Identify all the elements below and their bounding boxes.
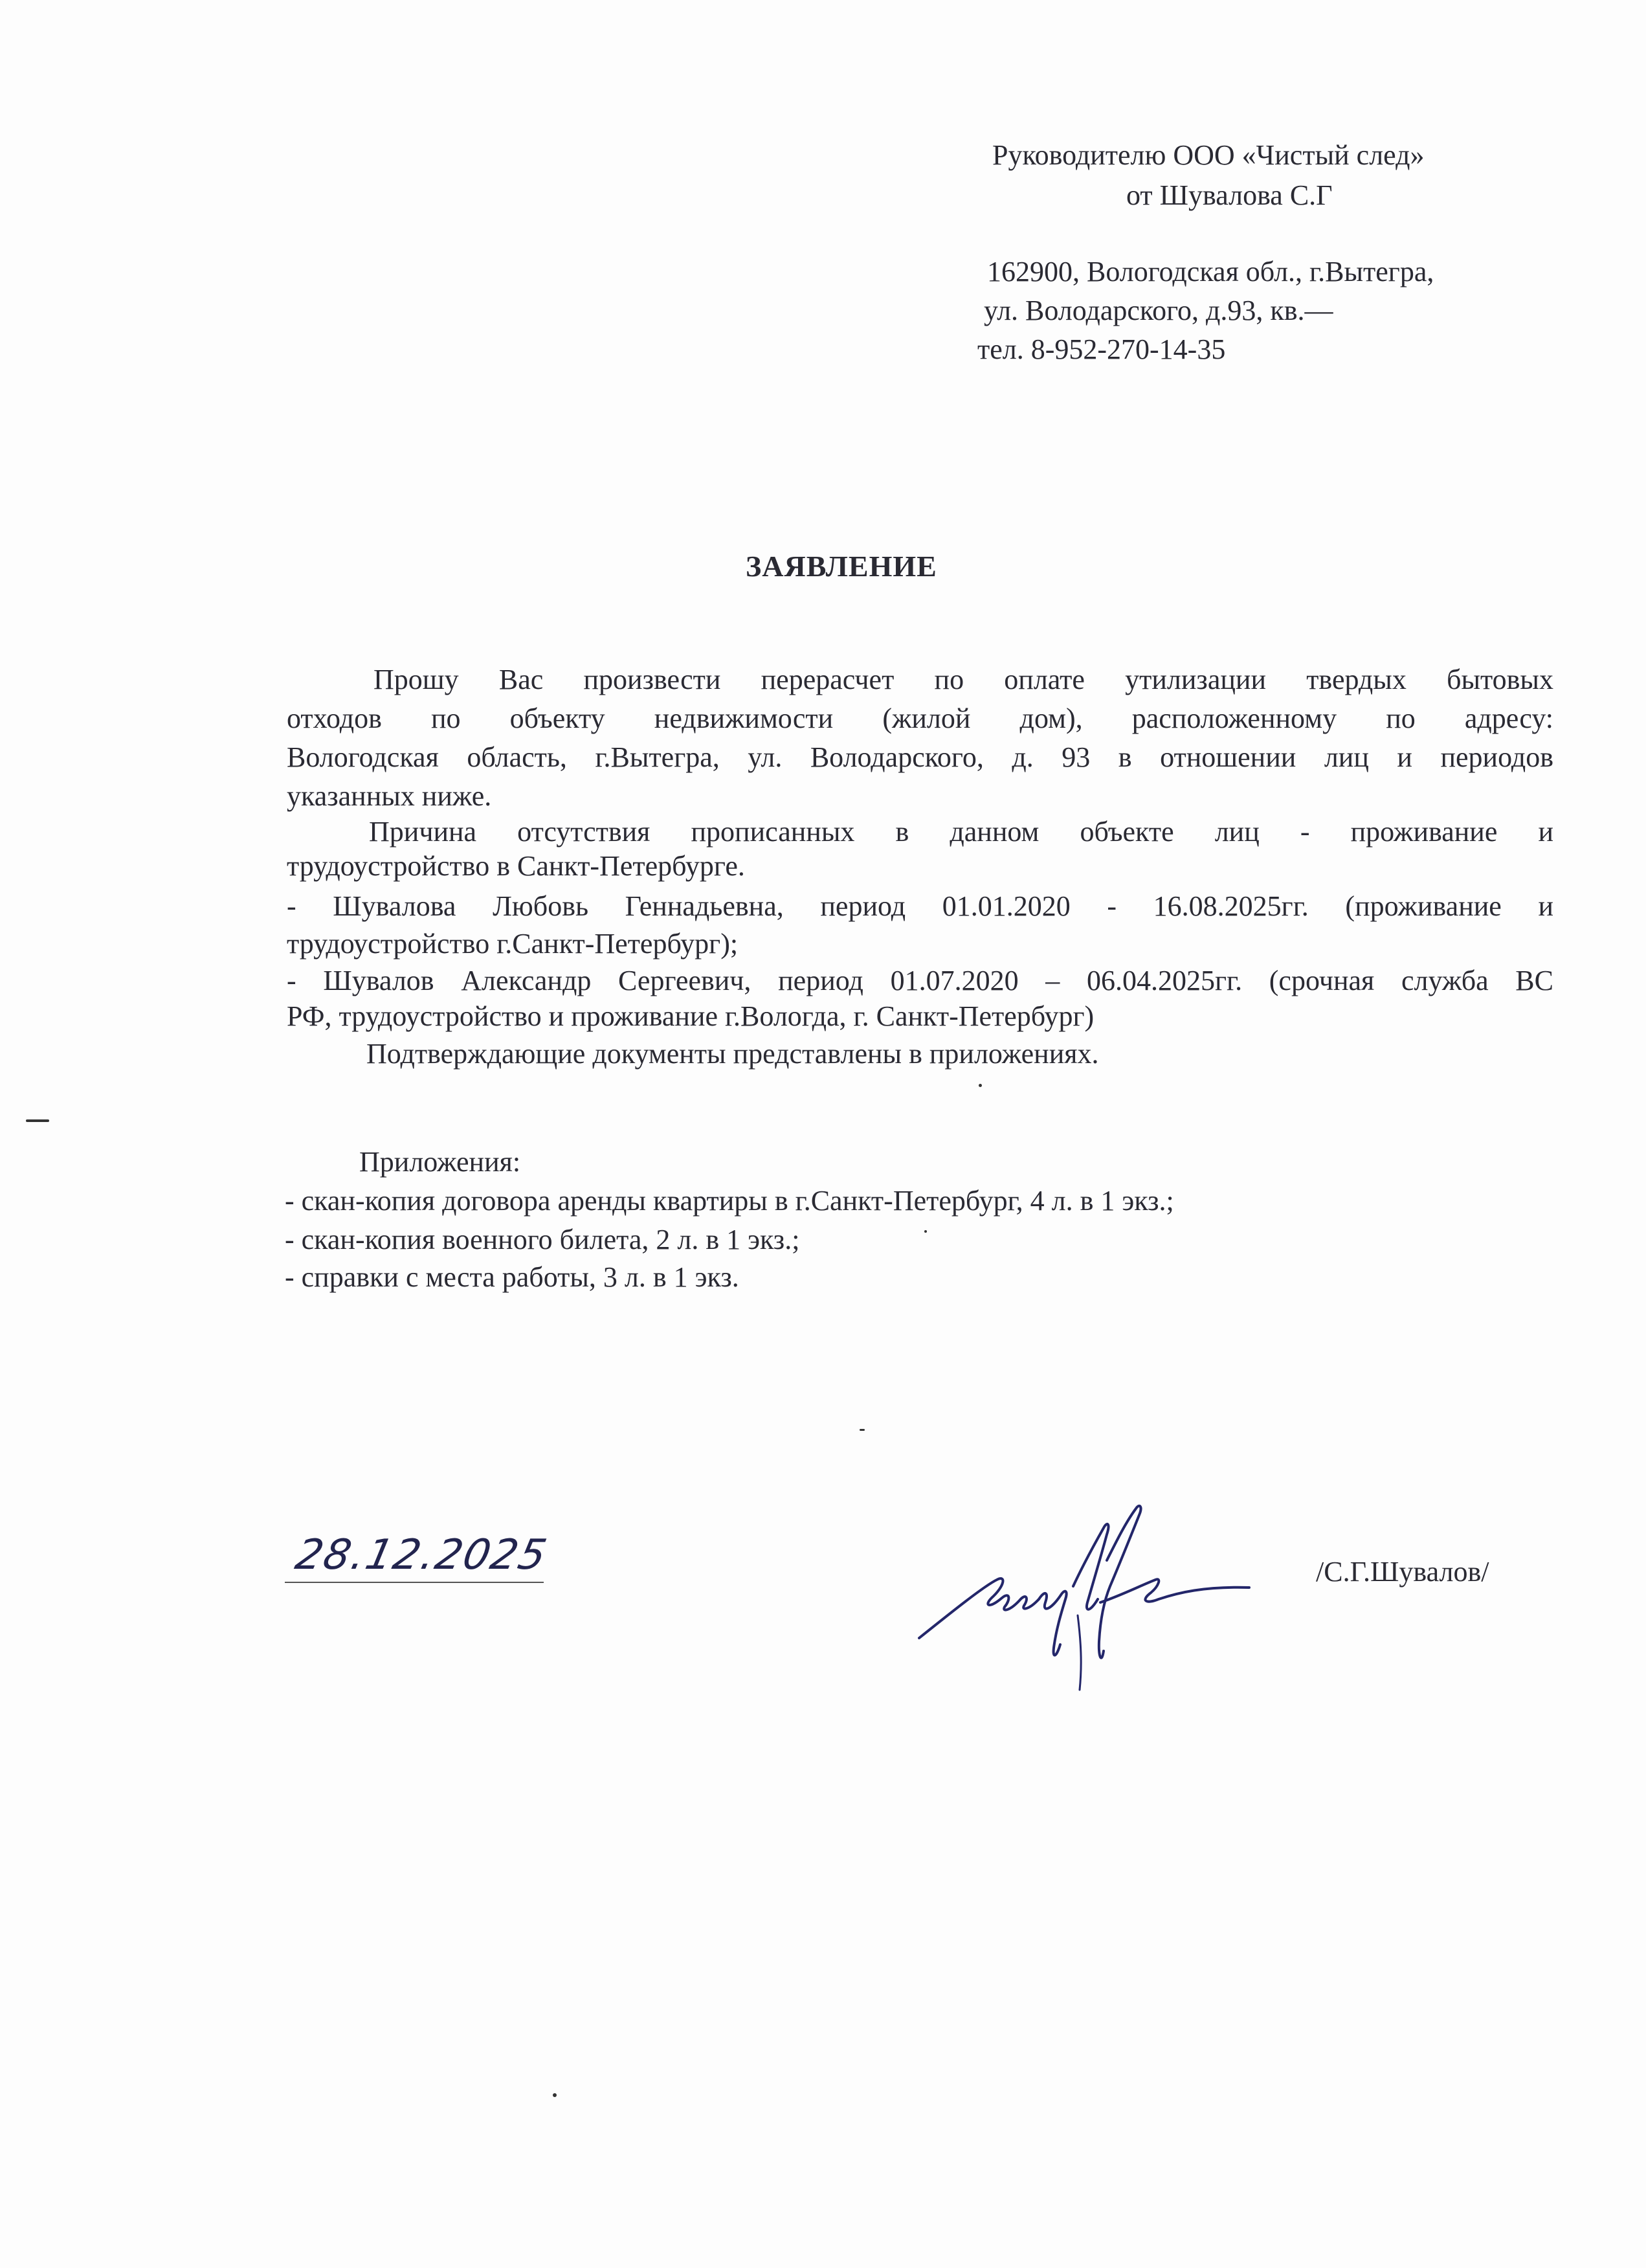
body-p2-line1: Причина отсутствия прописанных в данном объекте лиц - проживание и: [369, 816, 1553, 848]
signature-image: [913, 1489, 1262, 1696]
date-underline: [285, 1582, 544, 1583]
scan-speck: [924, 1230, 927, 1233]
date-field: [285, 1531, 552, 1589]
scan-speck: [553, 2093, 557, 2097]
sender-line: от Шувалова С.Г: [1126, 179, 1333, 211]
attachments-heading: Приложения:: [359, 1146, 521, 1178]
body-p1-line1: Прошу Вас произвести перерасчет по оплате утилизации твердых бытовых: [373, 664, 1553, 695]
recipient-line: Руководителю ООО «Чистый след»: [992, 139, 1425, 171]
body-p1-line4: указанных ниже.: [287, 780, 492, 812]
body-p2-line2: трудоустройство в Санкт-Петербурге.: [287, 850, 745, 882]
scan-speck: [860, 1429, 865, 1431]
body-p1-line3: Вологодская область, г.Вытегра, ул. Володарского, д. 93 в отношении лиц и периодов: [287, 741, 1553, 773]
scan-speck: [26, 1119, 49, 1122]
signature-name: /С.Г.Шувалов/: [1316, 1556, 1489, 1588]
body-p3-line1: - Шувалова Любовь Геннадьевна, период 01.01.2020 - 16.08.2025гг. (проживание и: [287, 890, 1553, 922]
body-p4-line2: РФ, трудоустройство и проживание г.Вологда, г. Санкт-Петербург): [287, 1000, 1095, 1032]
body-p4-line1: - Шувалов Александр Сергеевич, период 01.07.2020 – 06.04.2025гг. (срочная служба ВС: [287, 965, 1553, 996]
address-line-2: ул. Володарского, д.93, кв.—: [984, 295, 1333, 326]
attachment-item-1: - скан-копия договора аренды квартиры в г.Санкт-Петербург, 4 л. в 1 экз.;: [285, 1185, 1174, 1217]
body-p1-line2: отходов по объекту недвижимости (жилой дом), расположенному по адресу:: [287, 702, 1553, 734]
attachment-item-2: - скан-копия военного билета, 2 л. в 1 экз.;: [285, 1224, 800, 1255]
body-p5-line1: Подтверждающие документы представлены в приложениях.: [366, 1038, 1099, 1070]
scan-speck: [979, 1084, 982, 1087]
handwritten-date: 28.12.2025: [291, 1531, 552, 1579]
attachment-item-3: - справки с места работы, 3 л. в 1 экз.: [285, 1261, 739, 1293]
body-p3-line2: трудоустройство г.Санкт-Петербург);: [287, 928, 739, 960]
address-line-1: 162900, Вологодская обл., г.Вытегра,: [987, 256, 1434, 287]
document-title: ЗАЯВЛЕНИЕ: [746, 550, 937, 583]
phone-line: тел. 8-952-270-14-35: [977, 333, 1226, 365]
